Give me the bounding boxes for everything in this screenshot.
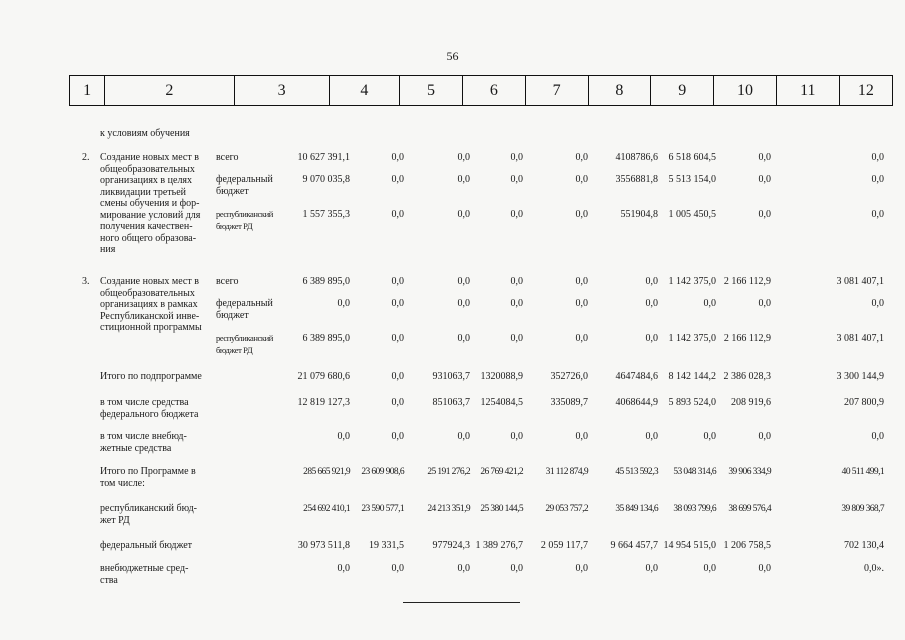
- total-label-line: ства: [100, 574, 118, 586]
- value-cell-col-4: 254 692 410,1: [303, 504, 350, 514]
- value-cell-col-5: 0,0: [391, 563, 404, 574]
- value-cell-col-9: 0,0: [645, 333, 658, 344]
- value-cell-col-6: 0,0: [457, 333, 470, 344]
- header-col-4: 4: [329, 76, 399, 105]
- value-cell-col-6: 931063,7: [432, 371, 470, 382]
- row-name-line: Республиканской инве-: [100, 310, 200, 322]
- value-cell-col-4: 0,0: [337, 298, 350, 309]
- header-col-7: 7: [525, 76, 588, 105]
- value-cell-col-10: 38 093 799,6: [673, 504, 716, 514]
- value-cell-col-8: 0,0: [575, 563, 588, 574]
- value-cell-col-8: 0,0: [575, 174, 588, 185]
- continuation-text: к условиям обучения: [100, 128, 190, 139]
- value-cell-col-12: 702 130,4: [844, 540, 884, 551]
- value-cell-col-11: 38 699 576,4: [728, 504, 771, 514]
- value-cell-col-12: 0,0: [871, 431, 884, 442]
- header-col-8: 8: [588, 76, 651, 105]
- value-cell-col-12: 3 081 407,1: [836, 333, 884, 344]
- value-cell-col-8: 0,0: [575, 298, 588, 309]
- value-cell-col-11: 2 386 028,3: [723, 371, 771, 382]
- value-cell-col-10: 1 142 375,0: [668, 333, 716, 344]
- value-cell-col-12: 3 300 144,9: [836, 371, 884, 382]
- value-cell-col-7: 1254084,5: [480, 397, 523, 408]
- value-cell-col-9: 4068644,9: [615, 397, 658, 408]
- value-cell-col-6: 0,0: [457, 431, 470, 442]
- funding-source-label: бюджет РД: [216, 220, 253, 231]
- value-cell-col-11: 39 906 334,9: [728, 467, 771, 477]
- total-label-line: в том числе средства: [100, 397, 189, 408]
- value-cell-col-4: 6 389 895,0: [302, 333, 350, 344]
- row-name-line: ликвидации третьей: [100, 186, 187, 198]
- value-cell-col-4: 6 389 895,0: [302, 276, 350, 287]
- value-cell-col-12: 0,0».: [864, 563, 884, 574]
- value-cell-col-8: 0,0: [575, 431, 588, 442]
- total-label-line: федеральный бюджет: [100, 540, 193, 551]
- value-cell-col-7: 0,0: [510, 152, 523, 163]
- value-cell-col-5: 23 590 577,1: [361, 504, 404, 514]
- row-name-line: организациях в целях: [100, 175, 193, 186]
- value-cell-col-8: 335089,7: [550, 397, 588, 408]
- value-cell-col-6: 25 191 276,2: [427, 467, 470, 477]
- value-cell-col-11: 0,0: [758, 174, 771, 185]
- value-cell-col-10: 14 954 515,0: [663, 540, 716, 551]
- value-cell-col-7: 0,0: [510, 431, 523, 442]
- value-cell-col-8: 0,0: [575, 152, 588, 163]
- value-cell-col-12: 0,0: [871, 209, 884, 220]
- value-cell-col-7: 0,0: [510, 276, 523, 287]
- header-col-6: 6: [462, 76, 525, 105]
- value-cell-col-9: 4108786,6: [615, 152, 658, 163]
- value-cell-col-12: 0,0: [871, 152, 884, 163]
- row-name-line: общеобразовательных: [100, 287, 195, 299]
- value-cell-col-7: 26 769 421,2: [480, 467, 523, 477]
- total-label-line: жетные средства: [100, 442, 172, 454]
- value-cell-col-5: 19 331,5: [369, 540, 404, 551]
- value-cell-col-12: 0,0: [871, 174, 884, 185]
- page-number: 56: [446, 49, 459, 63]
- value-cell-col-6: 977924,3: [432, 540, 470, 551]
- value-cell-col-4: 1 557 355,3: [302, 209, 350, 220]
- total-label-line: республиканский бюд-: [100, 503, 197, 514]
- value-cell-col-5: 0,0: [391, 174, 404, 185]
- value-cell-col-8: 352726,0: [550, 371, 588, 382]
- value-cell-col-11: 1 206 758,5: [723, 540, 771, 551]
- value-cell-col-4: 10 627 391,1: [297, 152, 350, 163]
- value-cell-col-5: 0,0: [391, 276, 404, 287]
- value-cell-col-5: 0,0: [391, 333, 404, 344]
- header-col-12: 12: [839, 76, 892, 105]
- value-cell-col-6: 0,0: [457, 276, 470, 287]
- value-cell-col-5: 0,0: [391, 431, 404, 442]
- row-number: 3.: [82, 276, 90, 287]
- row-name-line: общеобразовательных: [100, 163, 195, 175]
- row-name-line: Создание новых мест в: [100, 152, 199, 163]
- value-cell-col-9: 45 513 592,3: [615, 467, 658, 477]
- value-cell-col-10: 8 142 144,2: [668, 371, 716, 382]
- value-cell-col-9: 0,0: [645, 298, 658, 309]
- value-cell-col-4: 9 070 035,8: [302, 174, 350, 185]
- value-cell-col-12: 3 081 407,1: [836, 276, 884, 287]
- value-cell-col-9: 0,0: [645, 563, 658, 574]
- value-cell-col-5: 23 609 908,6: [361, 467, 404, 477]
- value-cell-col-7: 1 389 276,7: [475, 540, 523, 551]
- value-cell-col-6: 0,0: [457, 563, 470, 574]
- value-cell-col-12: 207 800,9: [844, 397, 884, 408]
- value-cell-col-4: 12 819 127,3: [297, 397, 350, 408]
- total-label-line: том числе:: [100, 477, 145, 489]
- value-cell-col-9: 0,0: [645, 276, 658, 287]
- funding-source-label: федеральный: [216, 298, 273, 309]
- funding-source-label: бюджет: [216, 185, 249, 197]
- value-cell-col-8: 0,0: [575, 276, 588, 287]
- value-cell-col-12: 40 511 499,1: [841, 467, 884, 477]
- header-col-9: 9: [650, 76, 713, 105]
- row-number: 2.: [82, 152, 90, 163]
- value-cell-col-8: 0,0: [575, 333, 588, 344]
- value-cell-col-4: 285 665 921,9: [303, 467, 350, 477]
- value-cell-col-6: 24 213 351,9: [427, 504, 470, 514]
- total-label-line: федерального бюджета: [100, 408, 199, 420]
- total-label-line: в том числе внебюд-: [100, 431, 187, 442]
- value-cell-col-7: 0,0: [510, 174, 523, 185]
- value-cell-col-12: 0,0: [871, 298, 884, 309]
- value-cell-col-11: 0,0: [758, 563, 771, 574]
- value-cell-col-10: 1 005 450,5: [668, 209, 716, 220]
- funding-source-label: бюджет: [216, 309, 249, 321]
- value-cell-col-11: 0,0: [758, 298, 771, 309]
- column-number-header: [69, 75, 893, 106]
- value-cell-col-5: 0,0: [391, 371, 404, 382]
- total-label-line: Итого по Программе в: [100, 466, 196, 477]
- value-cell-col-10: 6 518 604,5: [668, 152, 716, 163]
- value-cell-col-8: 31 112 874,9: [545, 467, 588, 477]
- header-col-11: 11: [776, 76, 839, 105]
- value-cell-col-11: 2 166 112,9: [723, 276, 771, 287]
- funding-source-label: республиканский: [216, 333, 273, 343]
- header-col-2: 2: [104, 76, 233, 105]
- value-cell-col-9: 551904,8: [620, 209, 658, 220]
- value-cell-col-10: 53 048 314,6: [673, 467, 716, 477]
- value-cell-col-4: 0,0: [337, 563, 350, 574]
- value-cell-col-10: 0,0: [703, 431, 716, 442]
- value-cell-col-7: 0,0: [510, 209, 523, 220]
- value-cell-col-6: 0,0: [457, 152, 470, 163]
- value-cell-col-4: 30 973 511,8: [297, 540, 350, 551]
- value-cell-col-7: 25 380 144,5: [480, 504, 523, 514]
- value-cell-col-9: 3556881,8: [615, 174, 658, 185]
- value-cell-col-9: 35 849 134,6: [615, 504, 658, 514]
- total-label-line: внебюджетные сред-: [100, 563, 189, 574]
- value-cell-col-8: 2 059 117,7: [540, 540, 588, 551]
- value-cell-col-6: 0,0: [457, 174, 470, 185]
- row-name-line: организациях в рамках: [100, 299, 198, 310]
- value-cell-col-5: 0,0: [391, 298, 404, 309]
- value-cell-col-10: 1 142 375,0: [668, 276, 716, 287]
- value-cell-col-4: 21 079 680,6: [297, 371, 350, 382]
- value-cell-col-11: 2 166 112,9: [723, 333, 771, 344]
- value-cell-col-10: 0,0: [703, 563, 716, 574]
- value-cell-col-9: 0,0: [645, 431, 658, 442]
- value-cell-col-7: 1320088,9: [480, 371, 523, 382]
- row-name-line: ния: [100, 244, 116, 255]
- value-cell-col-10: 0,0: [703, 298, 716, 309]
- value-cell-col-8: 29 053 757,2: [545, 504, 588, 514]
- value-cell-col-6: 851063,7: [432, 397, 470, 408]
- header-col-1: 1: [83, 81, 92, 99]
- value-cell-col-7: 0,0: [510, 563, 523, 574]
- value-cell-col-7: 0,0: [510, 333, 523, 344]
- row-name-line: стиционной программы: [100, 322, 202, 333]
- row-name-line: мирование условий для: [100, 209, 201, 221]
- value-cell-col-5: 0,0: [391, 397, 404, 408]
- funding-source-label: республиканский: [216, 209, 273, 219]
- value-cell-col-11: 0,0: [758, 152, 771, 163]
- value-cell-col-11: 0,0: [758, 209, 771, 220]
- value-cell-col-4: 0,0: [337, 431, 350, 442]
- value-cell-col-10: 5 513 154,0: [668, 174, 716, 185]
- total-label-line: жет РД: [100, 514, 130, 526]
- funding-source-label: бюджет РД: [216, 344, 253, 355]
- value-cell-col-9: 4647484,6: [615, 371, 658, 382]
- value-cell-col-6: 0,0: [457, 209, 470, 220]
- header-col-5: 5: [399, 76, 462, 105]
- value-cell-col-7: 0,0: [510, 298, 523, 309]
- value-cell-col-9: 9 664 457,7: [610, 540, 658, 551]
- funding-source-label: всего: [216, 276, 239, 287]
- value-cell-col-10: 5 893 524,0: [668, 397, 716, 408]
- header-col-3: 3: [234, 76, 329, 105]
- total-label-line: Итого по подпрограмме: [100, 371, 202, 382]
- value-cell-col-5: 0,0: [391, 152, 404, 163]
- funding-source-label: всего: [216, 152, 239, 163]
- value-cell-col-6: 0,0: [457, 298, 470, 309]
- footer-rule: [403, 602, 520, 603]
- row-name-line: получения качествен-: [100, 221, 193, 232]
- value-cell-col-11: 208 919,6: [731, 397, 771, 408]
- value-cell-col-8: 0,0: [575, 209, 588, 220]
- row-name-line: Создание новых мест в: [100, 276, 199, 287]
- value-cell-col-5: 0,0: [391, 209, 404, 220]
- funding-source-label: федеральный: [216, 174, 273, 185]
- value-cell-col-11: 0,0: [758, 431, 771, 442]
- value-cell-col-12: 39 809 368,7: [841, 504, 884, 514]
- header-col-10: 10: [713, 76, 776, 105]
- row-name-line: ного общего образова-: [100, 232, 197, 244]
- row-name-line: смены обучения и фор-: [100, 198, 200, 209]
